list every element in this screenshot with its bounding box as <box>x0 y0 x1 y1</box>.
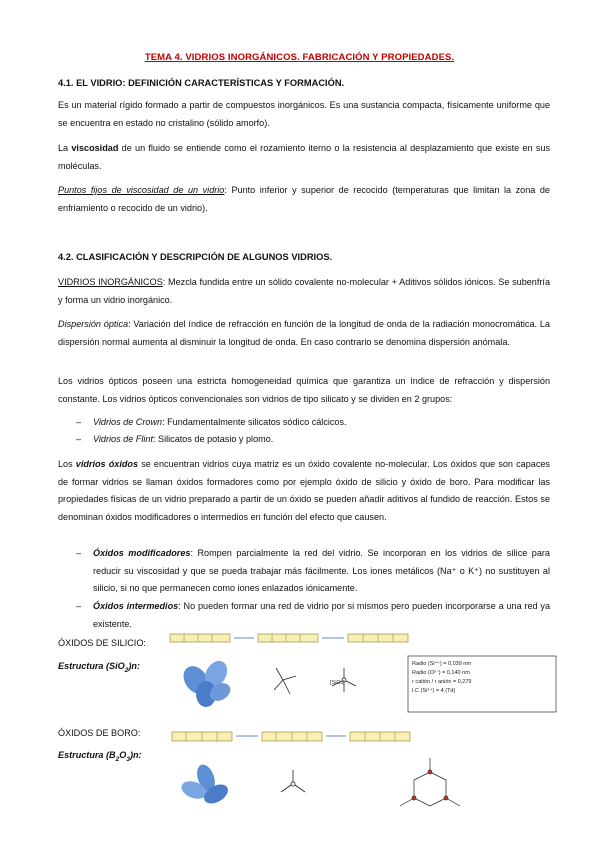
list-item-oxidos-intermedios: – Óxidos intermedios: No pueden formar una red de vidrio por si mismos pero pueden incorporarse a una red ya existente. <box>76 601 550 629</box>
sp3-orbital-shape <box>178 657 233 707</box>
label-oxidos-boro: ÓXIDOS DE BORO: <box>58 728 141 738</box>
sp2-orbital-shape <box>179 762 231 807</box>
paragraph-puntos-fijos: Puntos fijos de viscosidad de un vidrio: Punto inferior y superior de recocido (temperaturas que limitan la zona de enfriamiento o recocido de un vidrio). <box>58 185 550 213</box>
paragraph-viscosidad: La viscosidad de un fluido se entiende como el rozamiento iterno o la resistencia al desplazamiento que existe en sus moléculas. <box>58 143 550 171</box>
page-title: TEMA 4. VIDRIOS INORGÁNICOS. FABRICACIÓN Y PROPIEDADES. <box>144 52 455 63</box>
list-item-oxidos-modificadores: – Óxidos modificadores: Rompen parcialmente la red del vidrio. Se incorporan en los vidrios de sílice para reducir su viscosidad y que se pueda trabajar más fácilmente. Los iones metálicos (Na⁺ o K⁺) no sustituyen al silicio, si no que permanecen como iones enlazados iónicamente. <box>76 548 550 593</box>
silicio-orbital-diagram <box>168 628 558 718</box>
term-puntos-fijos: Puntos fijos de viscosidad de un vidrio <box>58 185 225 195</box>
label-oxidos-silicio: ÓXIDOS DE SILICIO: <box>58 638 146 648</box>
bo3-structure-sketch <box>281 770 305 792</box>
paragraph-dispersion-optica: Dispersión óptica: Variación del índice de refracción en función de la longitud de onda de la radiación monocromática. La dispersión normal aumenta al disminuir la longitud de onda. En caso contrario se denomina dispersión anómala. <box>58 319 550 347</box>
paragraph-vidrios-oxidos: Los vidrios óxidos se encuentran vidrios cuya matriz es un óxido covalente no-molecular. Los óxidos que son capaces de formar vidrios se llaman óxidos formadores como por ejemplo óxido de silicio y óxido de boro. Para modificar las propiedades físicas de un vidrio preparado a partir de un óxido se pueden añadir aditivos al fundido de reacción. Estos se denominan óxidos modificadores o intermedios en función del efecto que causen. <box>58 459 550 522</box>
term-vidrios-inorganicos: VIDRIOS INORGÁNICOS <box>58 277 163 287</box>
section-heading-4-1: 4.1. EL VIDRIO: DEFINICIÓN CARACTERÍSTICAS Y FORMACIÓN. <box>58 78 345 88</box>
silicio-info-box-text: Radio (Si⁴⁺) = 0,039 nm Radio (O²⁻) = 0,140 nm r catión / r anión = 0,279 I.C (Si⁴⁺) = 4 (Td) <box>412 661 472 694</box>
term-dispersion-optica: Dispersión óptica <box>58 319 129 329</box>
boro-orbital-boxes <box>172 732 410 741</box>
paragraph-material: Es un material rígido formado a partir de compuestos inorgánicos. Es una sustancia compacta, físicamente uniforme que se encuentra en estado no cristalino (sólido amorfo). <box>58 100 550 128</box>
term-viscosidad: viscosidad <box>71 143 119 153</box>
tetrahedral-sketch <box>274 668 296 694</box>
term-vidrios-oxidos: vidrios óxidos <box>75 459 139 469</box>
label-estructura-sio2: Estructura (SiO$_2$)n: <box>58 661 140 674</box>
section-heading-4-2: 4.2. CLASIFICACIÓN Y DESCRIPCIÓN DE ALGUNOS VIDRIOS. <box>58 252 333 262</box>
document-page: TEMA 4. VIDRIOS INORGÁNICOS. FABRICACIÓN Y PROPIEDADES. 4.1. EL VIDRIO: DEFINICIÓN CARACTERÍSTICAS Y FORMACIÓN. Es un material rígido formado a partir de compuestos inorgánicos. Es una sustancia compacta, físicamente uniforme que se encuentra en estado no cristalino (sólido amorfo). La viscosidad de un fluido se entiende como el rozamiento iterno o la resistencia al desplazamiento que existe en sus moléculas. Puntos fijos de viscosidad de un vidrio: Punto inferior y superior de recocido (temperaturas que limitan la zona de enfriamiento o recocido de un vidrio). 4.2. CLASIFICACIÓN Y DESCRIPCIÓN DE ALGUNOS VIDRIOS. VIDRIOS INORGÁNICOS: Mezcla fundida entre un sólido covalente no-molecular + Aditivos sólidos iónicos. Se subenfría y forma un vidrio inorgánico. Dispersión óptica: Variación del índice de refracción en función de la longitud de onda de la radiación monocromática. La dispersión normal aumenta al disminuir la longitud de onda. En caso contrario se denomina dispersión anómala. Los vidrios ópticos poseen una estricta homogeneidad química que garantiza un índice de refracción y dispersión constante. Los vidrios ópticos convencionales son vidrios de tipo silicato y se dividen en 2 grupos: – Vidrios de Crown: Fundamentalmente silicatos sódico cálcicos. – Vidrios de Flint: Silicatos de potasio y plomo. Los vidrios óxidos se encuentran vidrios cuya matriz es un óxido covalente no-molecular. Los óxidos que son capaces de formar vidrios se llaman óxidos formadores como por ejemplo óxido de silicio y óxido de boro. Para modificar las propiedades físicas de un vidrio preparado a partir de un óxido se pueden añadir aditivos al fundido de reacción. Estos se denominan óxidos modificadores o intermedios en función del efecto que causen. – Óxidos modificadores: Rompen parcialmente la red del vidrio. Se incorporan en los vidrios de sílice para reducir su viscosidad y que se pueda trabajar más fácilmente. Los iones metálicos (Na⁺ o K⁺) no sustituyen al silicio, si no que permanecen como iones enlazados iónicamente. – Óxidos intermedios: No pueden formar una red de vidrio por si mismos pero pueden incorporarse a una red ya existente. ÓXIDOS DE SILICIO: Estructura (SiO$_2$)n: [SiO₄] Radio (Si⁴⁺) = 0,039 nm Radio (O²⁻) = 0,140 nm r catión / r anión = 0,279 I.C (Si⁴⁺) = 4 (Td) ÓXIDOS DE BORO: Estructura $(B_2O_3)n$: <box>0 0 599 848</box>
sio4-formula: [SiO₄] <box>330 680 345 686</box>
paragraph-vidrios-inorganicos: VIDRIOS INORGÁNICOS: Mezcla fundida entre un sólido covalente no-molecular + Aditivos sólidos iónicos. Se subenfría y forma un vidrio inorgánico. <box>58 277 551 305</box>
boro-orbital-diagram <box>168 728 558 846</box>
paragraph-vidrios-opticos: Los vidrios ópticos poseen una estricta homogeneidad química que garantiza un índice de refracción y dispersión constante. Los vidrios ópticos convencionales son vidrios de tipo silicato y se dividen en 2 grupos: <box>58 376 550 404</box>
label-estructura-b2o3: Estructura $(B_2O_3)n$: <box>58 750 142 763</box>
boroxol-ring-sketch <box>400 758 460 806</box>
silicio-orbital-boxes <box>170 634 408 642</box>
